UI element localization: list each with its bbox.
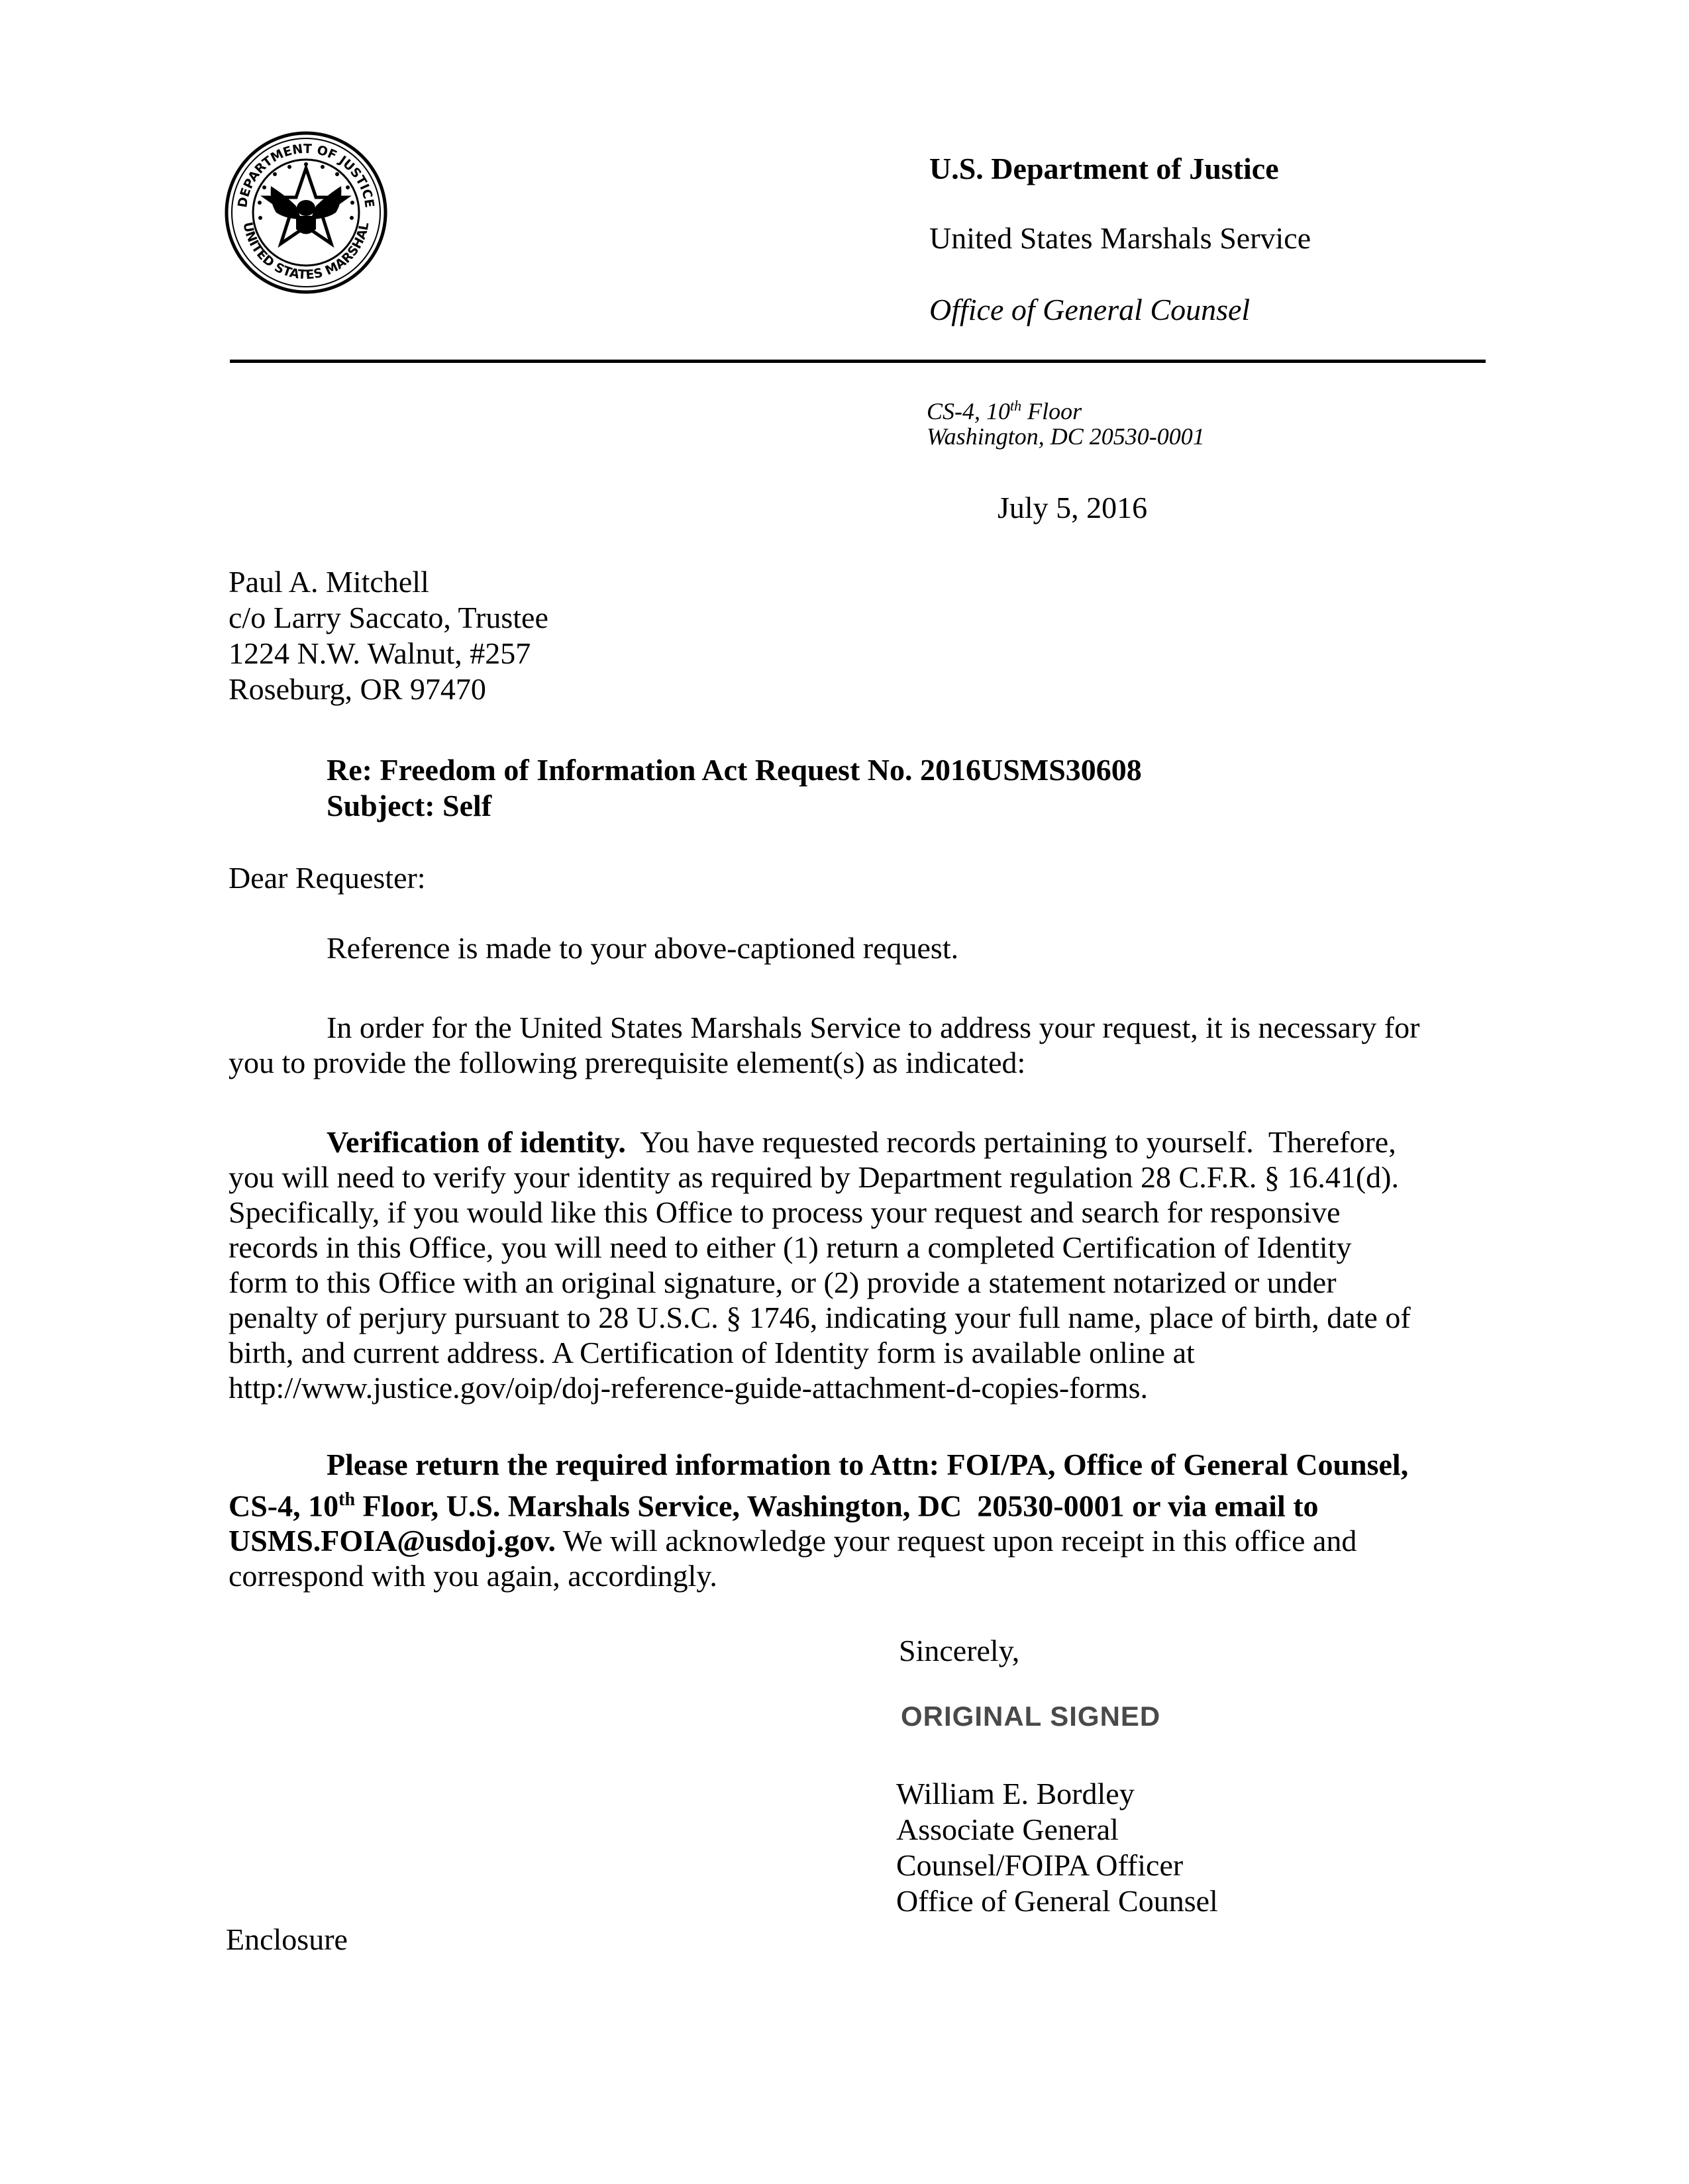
salutation: Dear Requester:	[229, 861, 426, 895]
signer-name: William E. Bordley	[896, 1777, 1135, 1811]
paragraph-verification-of-identity: Verification of identity. You have requested records pertaining to yourself. Therefore, you will need to verify your identity as required by Department regulation 28 C.F.R. § 16.41(d). Specifically, if you would like this Office to process your request and search for responsive records in this Office, you will need to either (1) return a completed Certification of Identity form to this Office with an original signature, or (2) provide a statement notarized or under penalty of perjury pursuant to 28 U.S.C. § 1746, indicating your full name, place of birth, date of birth, and current address. A Certification of Identity form is available online at http://www.justice.gov/oip/doj-reference-guide-attachment-d-copies-forms.	[229, 1124, 1477, 1405]
signature-stamp: ORIGINAL SIGNED	[901, 1701, 1161, 1732]
paragraph-return-instructions: Please return the required information to Attn: FOI/PA, Office of General Counsel, CS-4, 10th Floor, U.S. Marshals Service, Washington, DC 20530-0001 or via email to USMS.FOIA@usdoj.gov. We will acknowledge your request upon receipt in this office and correspond with you again, accordingly.	[229, 1448, 1409, 1593]
certification-form-url[interactable]: http://www.justice.gov/oip/doj-reference-guide-attachment-d-copies-forms.	[229, 1371, 1149, 1405]
subject-line: Subject: Self	[327, 789, 492, 822]
recipient-address	[229, 564, 548, 707]
signer-title-line: Office of General Counsel	[896, 1884, 1218, 1918]
re-line: Re: Freedom of Information Act Request No. 2016USMS30608	[327, 753, 1142, 787]
signer-title-line: Associate General	[896, 1812, 1119, 1846]
valediction: Sincerely,	[899, 1634, 1020, 1667]
department-of-justice-seal-icon	[223, 130, 389, 295]
recipient-care-of: c/o Larry Saccato, Trustee	[229, 601, 548, 634]
seal-bottom-text: UNITED STATES MARSHAL	[240, 221, 372, 283]
recipient-street: 1224 N.W. Walnut, #257	[229, 636, 531, 670]
letter-date: July 5, 2016	[998, 491, 1148, 524]
enclosure-note: Enclosure	[226, 1922, 348, 1956]
reference-block	[327, 752, 1142, 824]
sender-address-line-1: CS-4, 10th Floor	[927, 397, 1082, 424]
paragraph-prerequisites: In order for the United States Marshals Service to address your request, it is necessary for you to provide the following prerequisite element(s) as indicated:	[229, 1011, 1420, 1079]
signature-block	[896, 1776, 1218, 1919]
seal-top-text: DEPARTMENT OF JUSTICE	[235, 141, 377, 209]
foia-email-link[interactable]: USMS.FOIA@usdoj.gov.	[229, 1524, 556, 1558]
paragraph-reference: Reference is made to your above-captioned request.	[327, 931, 959, 965]
department-name: U.S. Department of Justice	[929, 152, 1279, 185]
signer-title-line: Counsel/FOIPA Officer	[896, 1848, 1184, 1882]
agency-name: United States Marshals Service	[929, 221, 1311, 255]
recipient-city-state-zip: Roseburg, OR 97470	[229, 672, 486, 706]
office-name: Office of General Counsel	[929, 293, 1251, 326]
sender-address-line-2: Washington, DC 20530-0001	[927, 423, 1205, 450]
letterhead-divider	[230, 360, 1486, 363]
verification-heading: Verification of identity.	[327, 1125, 626, 1159]
recipient-name: Paul A. Mitchell	[229, 565, 429, 599]
